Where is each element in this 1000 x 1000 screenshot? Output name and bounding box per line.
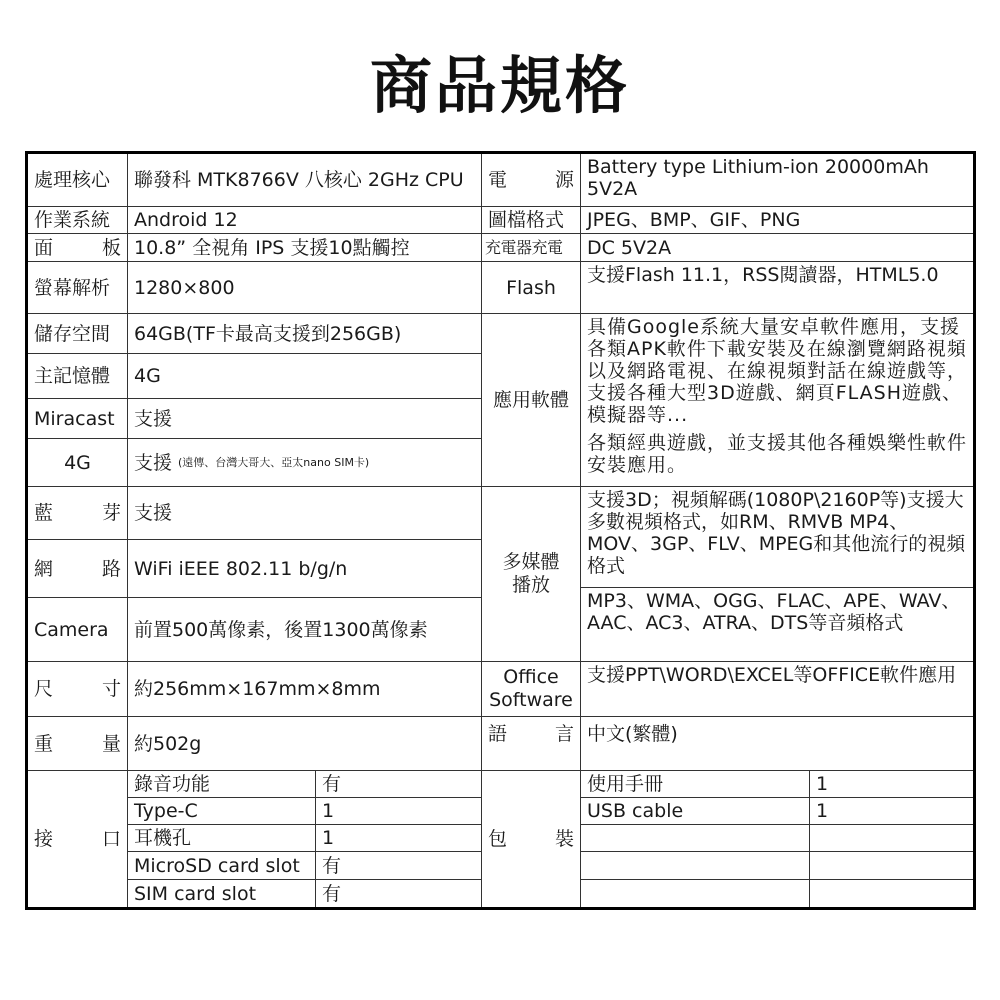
value-office: 支援PPT\WORD\EXCEL等OFFICE軟件應用 — [581, 662, 973, 717]
label-bluetooth-b: 芽 — [101, 502, 121, 524]
value-image-format: JPEG、BMP、GIF、PNG — [581, 207, 973, 234]
label-package-b: 裝 — [554, 828, 574, 850]
port-name: 耳機孔 — [128, 825, 316, 852]
label-power — [482, 154, 581, 207]
label-flash: Flash — [482, 262, 581, 314]
value-ram: 4G — [128, 354, 482, 399]
page-title: 商品規格 — [369, 49, 630, 122]
value-apps-extra: 各類經典遊戲，並支援其他各種娛樂性軟件安裝應用。 — [581, 432, 973, 487]
label-package-a: 包 — [488, 828, 508, 850]
value-os: Android 12 — [128, 207, 482, 234]
value-4g — [128, 439, 482, 487]
label-camera: Camera — [28, 598, 128, 662]
label-weight-a: 重 — [34, 732, 54, 755]
value-resolution: 1280×800 — [128, 262, 482, 314]
label-language-a: 語 — [488, 723, 508, 745]
label-language-b: 言 — [554, 723, 574, 745]
package-name — [581, 852, 810, 880]
package-value: 1 — [810, 771, 973, 798]
package-name — [581, 880, 810, 907]
port-value: 有 — [316, 880, 482, 907]
label-power-a: 電 — [488, 169, 508, 191]
port-name: MicroSD card slot — [128, 852, 316, 880]
value-4g-note: (遠傳、台灣大哥大、亞太nano SIM卡) — [178, 455, 370, 469]
value-apps: 具備Google系統大量安卓軟件應用，支援各類APK軟件下載安裝及在線瀏覽網路視頻以及網路電視、在線視頻對話在線遊戲等，支援各種大型3D遊戲、網頁FLASH遊戲、模擬器等... — [587, 316, 968, 426]
label-package — [482, 771, 581, 907]
port-value: 1 — [316, 798, 482, 825]
label-4g: 4G — [28, 439, 128, 487]
value-bluetooth: 支援 — [128, 487, 482, 540]
label-os: 作業系統 — [28, 207, 128, 234]
label-size-b: 寸 — [101, 678, 121, 700]
package-name: USB cable — [581, 798, 810, 825]
label-panel — [28, 234, 128, 262]
value-weight: 約502g — [128, 717, 482, 771]
port-value: 1 — [316, 825, 482, 852]
label-panel-a: 面 — [34, 236, 54, 259]
package-name — [581, 825, 810, 852]
label-charger: 充電器充電 — [482, 234, 581, 262]
label-language — [482, 717, 581, 771]
label-ports — [28, 771, 128, 907]
value-flash: 支援Flash 11.1，RSS閱讀器，HTML5.0 — [581, 262, 973, 314]
label-multimedia-line1: 多媒體 — [502, 551, 560, 573]
label-size-a: 尺 — [34, 678, 54, 700]
label-multimedia-line2: 播放 — [511, 574, 550, 596]
label-bluetooth-a: 藍 — [34, 502, 54, 524]
value-audio: MP3、WMA、OGG、FLAC、APE、WAV、AAC、AC3、ATRA、DTS等音頻格式 — [581, 588, 973, 662]
label-weight — [28, 717, 128, 771]
value-panel: 10.8” 全視角 IPS 支援10點觸控 — [128, 234, 482, 262]
port-name: 錄音功能 — [128, 771, 316, 798]
value-power: Battery type Lithium-ion 20000mAh 5V2A — [581, 154, 973, 207]
package-value — [810, 880, 973, 907]
port-name: Type-C — [128, 798, 316, 825]
label-network — [28, 540, 128, 598]
package-value — [810, 852, 973, 880]
value-size: 約256mm×167mm×8mm — [128, 662, 482, 717]
label-bluetooth — [28, 487, 128, 540]
label-size — [28, 662, 128, 717]
label-multimedia — [482, 487, 581, 662]
label-office — [482, 662, 581, 717]
label-ports-a: 接 — [34, 828, 54, 850]
label-network-a: 網 — [34, 557, 54, 580]
value-processor: 聯發科 MTK8766V 八核心 2GHz CPU — [128, 154, 482, 207]
label-apps: 應用軟體 — [482, 314, 581, 487]
label-network-b: 路 — [101, 557, 121, 580]
value-network: WiFi iEEE 802.11 b/g/n — [128, 540, 482, 598]
label-storage: 儲存空間 — [28, 314, 128, 354]
label-processor: 處理核心 — [28, 154, 128, 207]
label-panel-b: 板 — [101, 236, 121, 259]
value-charger: DC 5V2A — [581, 234, 973, 262]
port-name: SIM card slot — [128, 880, 316, 907]
label-office-line1: Office — [503, 666, 559, 688]
package-value — [810, 825, 973, 852]
label-resolution: 螢幕解析 — [28, 262, 128, 314]
port-value: 有 — [316, 852, 482, 880]
label-ports-b: 口 — [101, 828, 121, 850]
label-power-b: 源 — [554, 169, 574, 191]
value-language: 中文(繁體) — [581, 717, 973, 771]
spec-table — [25, 151, 976, 910]
value-4g-main: 支援 — [134, 451, 173, 474]
label-office-line2: Software — [489, 689, 573, 711]
port-value: 有 — [316, 771, 482, 798]
label-miracast: Miracast — [28, 399, 128, 439]
package-value: 1 — [810, 798, 973, 825]
label-ram: 主記憶體 — [28, 354, 128, 399]
label-image-format: 圖檔格式 — [482, 207, 581, 234]
value-miracast: 支援 — [128, 399, 482, 439]
value-storage: 64GB(TF卡最高支援到256GB) — [128, 314, 482, 354]
package-name: 使用手冊 — [581, 771, 810, 798]
label-weight-b: 量 — [101, 732, 121, 755]
value-camera: 前置500萬像素，後置1300萬像素 — [128, 598, 482, 662]
value-video: 支援3D；視頻解碼(1080P\2160P等)支援大多數視頻格式，如RM、RMVB MP4、MOV、3GP、FLV、MPEG和其他流行的視頻格式 — [581, 487, 973, 588]
